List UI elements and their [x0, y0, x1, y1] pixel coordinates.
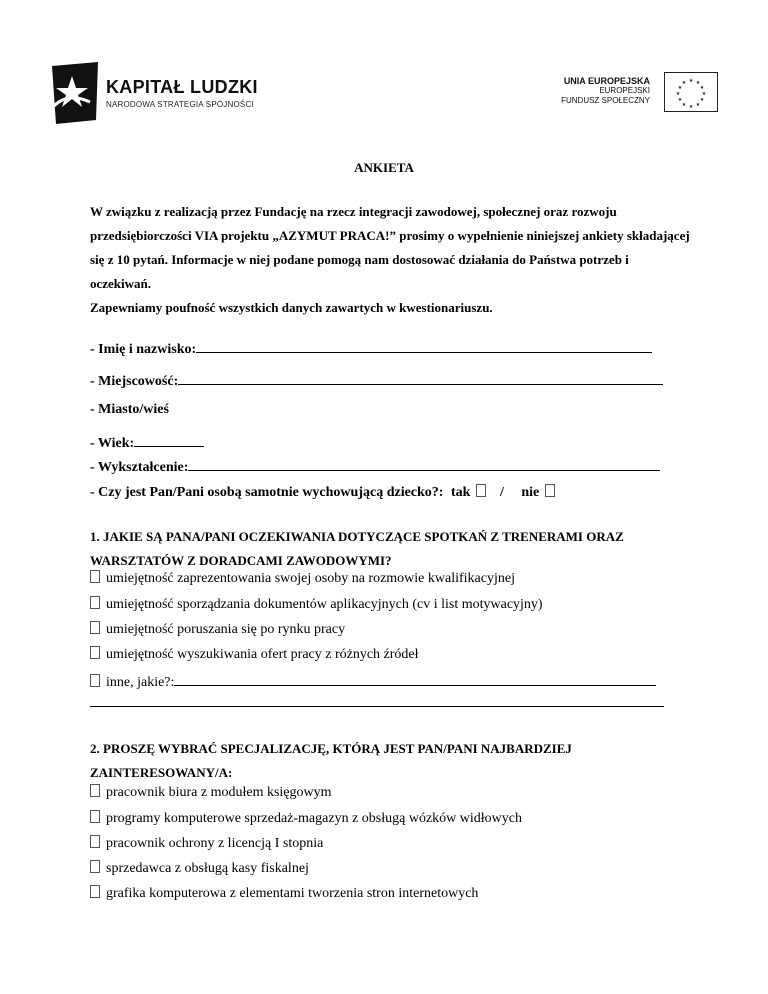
city-village-field: [90, 402, 169, 418]
svg-text:★: ★: [681, 80, 687, 86]
place-field: [90, 370, 663, 390]
q1-option[interactable]: [90, 596, 543, 613]
q2-option[interactable]: [90, 885, 478, 902]
checkbox[interactable]: [90, 646, 100, 659]
svg-text:★: ★: [681, 102, 687, 108]
other-input-line[interactable]: [174, 671, 656, 686]
svg-text:★: ★: [688, 104, 694, 110]
option-label: programy komputerowe sprzedaż-magazyn z obsługą wózków widłowych: [106, 811, 522, 826]
option-label: umiejętność wyszukiwania ofert pracy z różnych źródeł: [106, 647, 419, 662]
option-label: sprzedawca z obsługą kasy fiskalnej: [106, 861, 309, 876]
checkbox[interactable]: [90, 885, 100, 898]
eu-line1: UNIA EUROPEJSKA: [563, 76, 650, 86]
name-field: [90, 338, 652, 358]
name-label: - Imię i nazwisko:: [90, 342, 197, 357]
option-label: pracownik ochrony z licencją I stopnia: [106, 836, 324, 851]
intro-paragraph: W związku z realizacją przez Fundację na rzecz integracji zawodowej, społecznej oraz rozwoju przedsiębiorczości VIA projektu „AZYMUT PRACA!” prosimy o wypełnienie niniejszej ankiety składającej się z 10 pytań. Informacje w niej podane pomogą nam dostosować działania do Państwa potrzeb i oczekiwań.: [90, 204, 690, 291]
checkbox[interactable]: [90, 596, 100, 609]
no-checkbox[interactable]: [545, 484, 555, 497]
option-label: grafika komputerowa z elementami tworzenia stron internetowych: [106, 886, 479, 901]
confidentiality-note: Zapewniamy poufność wszystkich danych zawartych w kwestionariuszu.: [90, 300, 493, 315]
checkbox[interactable]: [90, 570, 100, 583]
option-label: umiejętność zaprezentowania swojej osoby na rozmowie kwalifikacyjnej: [106, 571, 515, 586]
place-label: - Miejscowość:: [90, 374, 179, 389]
q1-option-other[interactable]: [90, 671, 656, 691]
svg-text:★: ★: [688, 78, 694, 84]
education-label: - Wykształcenie:: [90, 460, 189, 475]
checkbox[interactable]: [90, 810, 100, 823]
kl-title: KAPITAŁ LUDZKI: [106, 77, 258, 97]
other-continuation-line[interactable]: [90, 706, 664, 707]
slash-separator: /: [499, 485, 504, 500]
option-label: pracownik biura z modułem księgowym: [106, 785, 332, 800]
svg-text:★: ★: [695, 102, 701, 108]
q2-option[interactable]: [90, 860, 309, 877]
checkbox[interactable]: [90, 674, 100, 687]
intro-text: [90, 200, 690, 320]
svg-text:★: ★: [675, 91, 681, 97]
option-label: inne, jakie?:: [106, 675, 175, 690]
age-input-line[interactable]: [134, 432, 204, 447]
page-title: ANKIETA: [354, 160, 414, 175]
education-field: [90, 456, 660, 476]
q1-option[interactable]: [90, 646, 419, 663]
city-village-label: - Miasto/wieś: [90, 402, 169, 417]
single-parent-label: - Czy jest Pan/Pani osobą samotnie wychowującą dziecko?:: [90, 485, 444, 500]
name-input-line[interactable]: [196, 338, 652, 353]
svg-text:★: ★: [677, 85, 683, 91]
svg-text:★: ★: [699, 97, 705, 103]
svg-text:★: ★: [701, 91, 707, 97]
svg-text:★: ★: [699, 85, 705, 91]
checkbox[interactable]: [90, 860, 100, 873]
q2-option[interactable]: [90, 835, 323, 852]
q1-option[interactable]: [90, 570, 515, 587]
eu-text: [561, 76, 650, 106]
education-input-line[interactable]: [188, 456, 660, 471]
svg-text:★: ★: [677, 97, 683, 103]
question-1-heading: 1. JAKIE SĄ PANA/PANI OCZEKIWANIA DOTYCZĄCE SPOTKAŃ Z TRENERAMI ORAZ WARSZTATÓW Z DORADCAMI ZAWODOWYMI?: [90, 529, 624, 568]
age-label: - Wiek:: [90, 436, 135, 451]
no-label: nie: [521, 485, 540, 500]
q2-option[interactable]: [90, 784, 332, 801]
age-field: [90, 432, 204, 452]
svg-text:★: ★: [695, 80, 701, 86]
checkbox[interactable]: [90, 621, 100, 634]
eu-line2: EUROPEJSKI: [599, 86, 650, 95]
yes-checkbox[interactable]: [476, 484, 486, 497]
yes-label: tak: [450, 485, 471, 500]
checkbox[interactable]: [90, 835, 100, 848]
question-2-heading: 2. PROSZĘ WYBRAĆ SPECJALIZACJĘ, KTÓRĄ JEST PAN/PANI NAJBARDZIEJ ZAINTERESOWANY/A:: [90, 741, 572, 780]
place-input-line[interactable]: [178, 370, 663, 385]
kl-subtitle: NARODOWA STRATEGIA SPÓJNOŚCI: [106, 100, 254, 109]
option-label: umiejętność sporządzania dokumentów aplikacyjnych (cv i list motywacyjny): [106, 597, 543, 612]
eu-flag-icon: [664, 72, 718, 112]
single-parent-field: [90, 484, 561, 501]
q1-option[interactable]: [90, 621, 345, 638]
eu-line3: FUNDUSZ SPOŁECZNY: [561, 96, 650, 105]
option-label: umiejętność poruszania się po rynku pracy: [106, 622, 346, 637]
q2-option[interactable]: [90, 810, 522, 827]
checkbox[interactable]: [90, 784, 100, 797]
